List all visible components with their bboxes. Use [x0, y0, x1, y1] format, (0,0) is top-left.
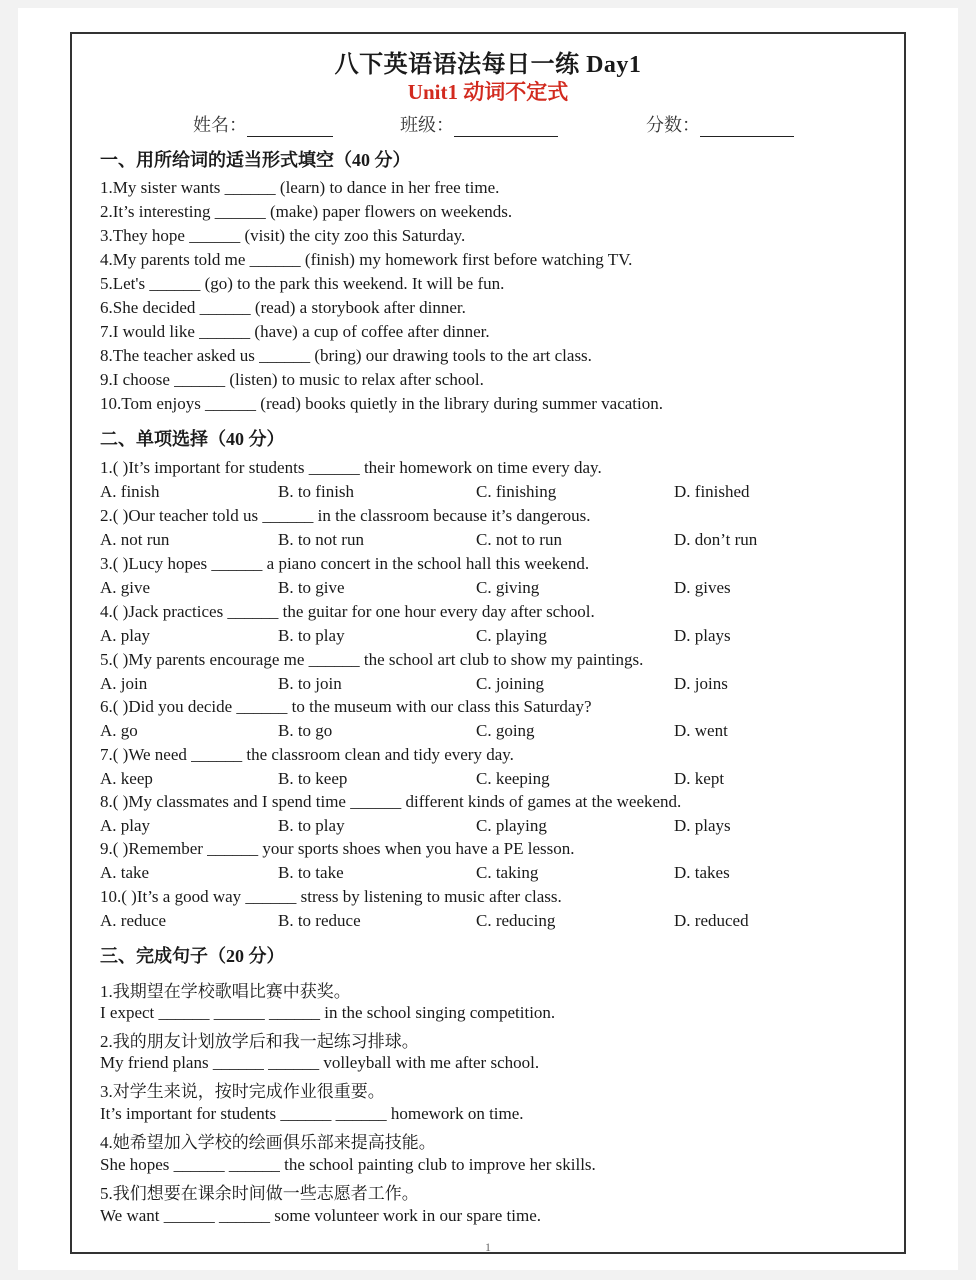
- section1-heading: 一、用所给词的适当形式填空（40 分）: [100, 150, 411, 170]
- name-field: [193, 111, 333, 137]
- mc-option-b: B. to take: [278, 863, 344, 882]
- mc-option-c: C. reducing: [476, 911, 556, 930]
- mc-option-a: A. play: [100, 626, 151, 645]
- fill-blank-item: 9.I choose ______ (listen) to music to relax after school.: [100, 370, 484, 389]
- mc-option-d: D. finished: [674, 482, 750, 501]
- mc-option-a: A. join: [100, 674, 148, 693]
- mc-option-b: B. to play: [278, 626, 345, 645]
- mc-option-c: C. playing: [476, 626, 547, 645]
- mc-option-d: D. kept: [674, 769, 725, 788]
- mc-option-c: C. joining: [476, 674, 545, 693]
- mc-question-stem: 4.( )Jack practices ______ the guitar for one hour every day after school.: [100, 602, 595, 621]
- translation-prompt: 5.我们想要在课余时间做一些志愿者工作。: [100, 1184, 419, 1203]
- score-label: 分数：: [646, 115, 700, 135]
- fill-blank-item: 10.Tom enjoys ______ (read) books quietly in the library during summer vacation.: [100, 394, 664, 413]
- mc-question-stem: 6.( )Did you decide ______ to the museum with our class this Saturday?: [100, 697, 592, 716]
- mc-question-stem: 2.( )Our teacher told us ______ in the classroom because it’s dangerous.: [100, 506, 591, 525]
- mc-option-b: B. to keep: [278, 769, 348, 788]
- mc-option-d: D. reduced: [674, 911, 749, 930]
- mc-question-stem: 5.( )My parents encourage me ______ the school art club to show my paintings.: [100, 650, 644, 669]
- mc-option-c: C. playing: [476, 816, 547, 835]
- translation-sentence: We want ______ ______ some volunteer work in our spare time.: [100, 1206, 542, 1225]
- mc-option-d: D. plays: [674, 816, 731, 835]
- mc-option-a: A. play: [100, 816, 151, 835]
- fill-blank-item: 1.My sister wants ______ (learn) to dance in her free time.: [100, 178, 500, 197]
- fill-blank-item: 2.It’s interesting ______ (make) paper flowers on weekends.: [100, 202, 513, 221]
- mc-option-d: D. joins: [674, 674, 728, 693]
- mc-option-d: D. don’t run: [674, 530, 758, 549]
- mc-option-c: C. giving: [476, 578, 540, 597]
- fill-blank-item: 7.I would like ______ (have) a cup of coffee after dinner.: [100, 322, 490, 341]
- translation-sentence: My friend plans ______ ______ volleyball with me after school.: [100, 1053, 540, 1072]
- translation-prompt: 2.我的朋友计划放学后和我一起练习排球。: [100, 1032, 419, 1051]
- fill-blank-item: 3.They hope ______ (visit) the city zoo this Saturday.: [100, 226, 466, 245]
- mc-option-d: D. takes: [674, 863, 730, 882]
- translation-prompt: 3.对学生来说，按时完成作业很重要。: [100, 1082, 385, 1101]
- mc-option-c: C. keeping: [476, 769, 550, 788]
- fill-blank-item: 8.The teacher asked us ______ (bring) our drawing tools to the art class.: [100, 346, 592, 365]
- worksheet-title: 八下英语语法每日一练 Day1: [334, 52, 642, 78]
- section3-heading: 三、完成句子（20 分）: [100, 946, 285, 966]
- mc-option-a: A. give: [100, 578, 151, 597]
- mc-question-stem: 8.( )My classmates and I spend time ______ different kinds of games at the weekend.: [100, 792, 682, 811]
- mc-option-a: A. reduce: [100, 911, 167, 930]
- score-field: [646, 111, 794, 137]
- mc-option-b: B. to not run: [278, 530, 364, 549]
- mc-option-a: A. go: [100, 721, 138, 740]
- mc-option-c: C. not to run: [476, 530, 562, 549]
- worksheet-subtitle: Unit1 动词不定式: [407, 80, 569, 104]
- mc-option-a: A. finish: [100, 482, 160, 501]
- mc-option-b: B. to join: [278, 674, 342, 693]
- mc-option-b: B. to finish: [278, 482, 355, 501]
- worksheet-page: [18, 8, 958, 1270]
- mc-option-d: D. gives: [674, 578, 731, 597]
- translation-prompt: 1.我期望在学校歌唱比赛中获奖。: [100, 982, 351, 1001]
- mc-option-c: C. going: [476, 721, 535, 740]
- class-field: [400, 111, 558, 137]
- fill-blank-item: 4.My parents told me ______ (finish) my homework first before watching TV.: [100, 250, 633, 269]
- name-blank: [247, 118, 333, 137]
- mc-option-a: A. not run: [100, 530, 170, 549]
- fill-blank-item: 6.She decided ______ (read) a storybook after dinner.: [100, 298, 466, 317]
- section2-heading: 二、单项选择（40 分）: [100, 429, 285, 449]
- translation-sentence: She hopes ______ ______ the school painting club to improve her skills.: [100, 1155, 596, 1174]
- mc-question-stem: 10.( )It’s a good way ______ stress by listening to music after class.: [100, 887, 562, 906]
- class-label: 班级：: [400, 115, 454, 135]
- page-number: 1: [485, 1240, 491, 1254]
- fill-blank-item: 5.Let's ______ (go) to the park this weekend. It will be fun.: [100, 274, 505, 293]
- mc-option-d: D. plays: [674, 626, 731, 645]
- mc-question-stem: 3.( )Lucy hopes ______ a piano concert in the school hall this weekend.: [100, 554, 590, 573]
- mc-option-c: C. taking: [476, 863, 539, 882]
- name-label: 姓名：: [193, 115, 247, 135]
- mc-option-b: B. to reduce: [278, 911, 361, 930]
- mc-question-stem: 1.( )It’s important for students ______ their homework on time every day.: [100, 458, 602, 477]
- translation-sentence: It’s important for students ______ ______ homework on time.: [100, 1104, 524, 1123]
- mc-option-c: C. finishing: [476, 482, 557, 501]
- translation-sentence: I expect ______ ______ ______ in the school singing competition.: [100, 1003, 556, 1022]
- score-blank: [700, 118, 794, 137]
- mc-option-d: D. went: [674, 721, 728, 740]
- mc-option-b: B. to play: [278, 816, 345, 835]
- mc-option-a: A. take: [100, 863, 150, 882]
- mc-question-stem: 9.( )Remember ______ your sports shoes when you have a PE lesson.: [100, 839, 575, 858]
- mc-option-b: B. to go: [278, 721, 333, 740]
- translation-prompt: 4.她希望加入学校的绘画俱乐部来提高技能。: [100, 1133, 436, 1152]
- mc-question-stem: 7.( )We need ______ the classroom clean and tidy every day.: [100, 745, 514, 764]
- mc-option-a: A. keep: [100, 769, 153, 788]
- class-blank: [454, 118, 558, 137]
- mc-option-b: B. to give: [278, 578, 345, 597]
